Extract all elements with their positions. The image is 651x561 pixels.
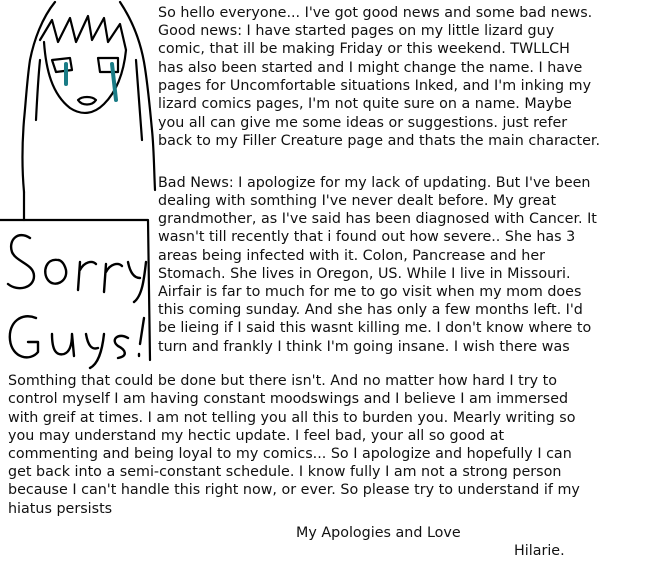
message-line: because I can't handle this right now, or ever. So please try to understand if my	[8, 482, 580, 498]
message-line: comic, that ill be making Friday or this weekend. TWLLCH	[158, 41, 570, 57]
message-line: Good news: I have started pages on my little lizard guy	[158, 23, 555, 39]
message-line: you may understand my hectic update. I feel bad, your all so good at	[8, 428, 505, 444]
message-line: be lieing if I said this wasnt killing me. I don't know where to	[158, 320, 592, 336]
message-line: areas being infected with it. Colon, Pancrease and her	[158, 248, 546, 264]
message-line: So hello everyone... I've got good news and some bad news.	[158, 5, 593, 21]
message-line: turn and frankly I think I'm going insane. I wish there was	[158, 339, 570, 355]
message-line: has also been started and I might change the name. I have	[158, 60, 583, 76]
message-line: commenting and being loyal to my comics... So I apologize and hopefully I can	[8, 446, 572, 462]
message-line: grandmother, as I've said has been diagnosed with Cancer. It	[158, 211, 597, 227]
message-line: Somthing that could be done but there isn't. And no matter how hard I try to	[8, 373, 557, 389]
message-line: control myself I am having constant moodswings and I believe I am immersed	[8, 391, 569, 407]
message-line: this coming sunday. And she has only a few months left. I'd	[158, 302, 583, 318]
signature: Hilarie.	[514, 543, 565, 559]
message-line: lizard comics pages, I'm not quite sure on a name. Maybe	[158, 96, 572, 112]
message-line: Bad News: I apologize for my lack of updating. But I've been	[158, 175, 591, 191]
message-line: get back into a semi-constant schedule. I know fully I am not a strong person	[8, 464, 562, 480]
message-line: with greif at times. I am not telling you all this to burden you. Mearly writing so	[8, 410, 576, 426]
message-line: wasn't till recently that i found out how severe.. She has 3	[158, 229, 576, 245]
closing-line: My Apologies and Love	[296, 525, 461, 541]
message-line: pages for Uncomfortable situations Inked, and I'm inking my	[158, 78, 592, 94]
message-line: hiatus persists	[8, 501, 113, 517]
message-line: Stomach. She lives in Oregon, US. While I live in Missouri.	[158, 266, 571, 282]
message-line: dealing with somthing I've never dealt before. My great	[158, 193, 557, 209]
message-line: back to my Filler Creature page and thats the main character.	[158, 133, 601, 149]
message-line: you all can give me some ideas or suggestions. just refer	[158, 115, 568, 131]
message-line: Airfair is far to much for me to go visit when my mom does	[158, 284, 582, 300]
